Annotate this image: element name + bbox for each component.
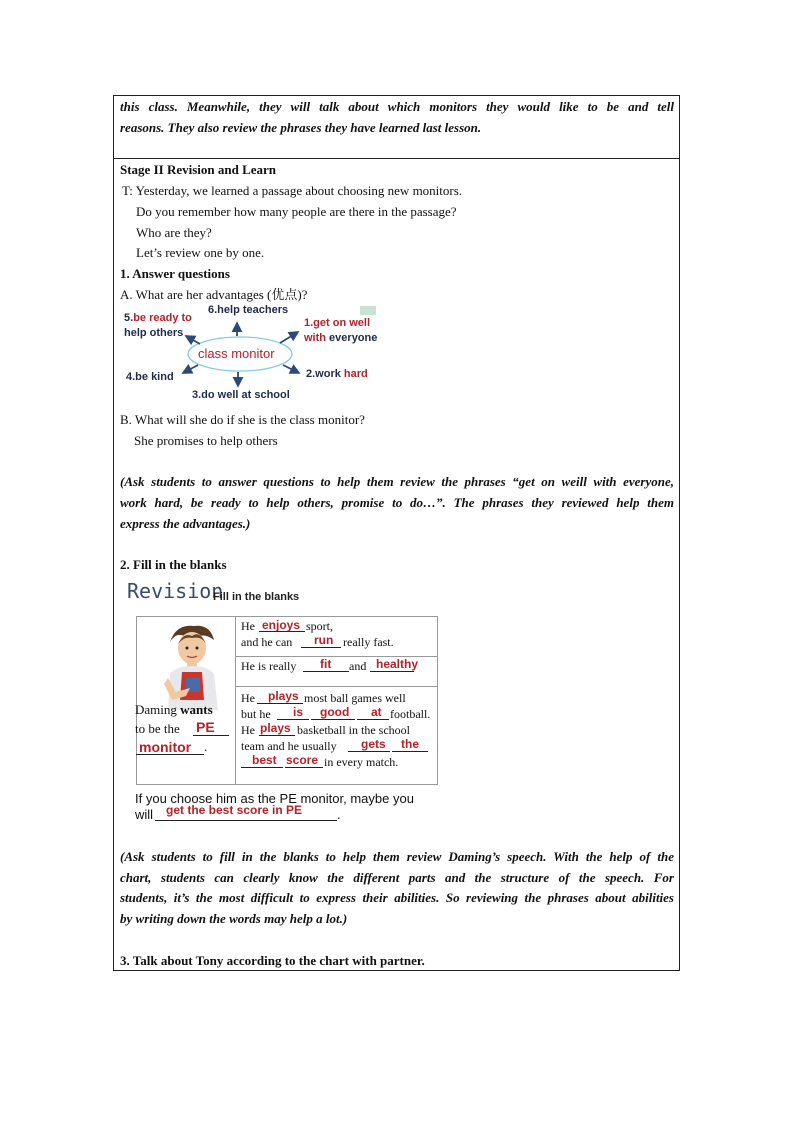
r3-but-he: but he <box>241 707 271 721</box>
intro-line-1: this class. Meanwhile, they will talk about which monitors they would like to be and tell <box>120 99 674 114</box>
answer-plays: plays <box>268 689 299 703</box>
q2-note-2: chart, students can clearly know the different parts and the structure of the speech. For <box>120 870 674 885</box>
q1-note-1: (Ask students to answer questions to help them review the phrases “get on weill with everyone, <box>120 474 674 489</box>
teacher-line-3: Who are they? <box>136 225 212 240</box>
blank-best <box>241 767 283 768</box>
r1-and-can: and he can <box>241 635 293 649</box>
q1-question-a: A. What are her advantages (优点)? <box>120 287 308 302</box>
intro-line-2: reasons. They also review the phrases they have learned last lesson. <box>120 120 482 135</box>
table-row-line-2 <box>235 686 438 687</box>
answer-score: score <box>286 753 319 767</box>
answer-gets: gets <box>361 737 386 751</box>
blank-run <box>301 647 341 648</box>
answer-pe: PE <box>196 719 215 735</box>
teacher-line-2: Do you remember how many people are there in the passage? <box>136 204 457 219</box>
answer-plays-2: plays <box>260 721 291 735</box>
diagram-center: class monitor <box>198 346 275 361</box>
r1-really-fast: really fast. <box>343 635 394 649</box>
q2-heading: 2. Fill in the blanks <box>120 557 227 572</box>
r3-he-2: He <box>241 723 255 737</box>
answer-run: run <box>314 633 334 647</box>
r3-most: most ball games well <box>304 691 406 705</box>
blank-gets <box>348 751 390 752</box>
revision-worksheet <box>120 578 450 828</box>
left-line-1: Daming wants <box>135 702 213 717</box>
r1-he: He <box>241 619 255 633</box>
bottom-line-2: will <box>135 807 154 822</box>
daming-illustration <box>156 622 226 710</box>
teacher-line-4: Let’s review one by one. <box>136 245 265 260</box>
q1-question-b: B. What will she do if she is the class monitor? <box>120 412 365 427</box>
diagram-node-6: 6.help teachers <box>208 304 289 316</box>
answer-the: the <box>401 737 419 751</box>
diagram-node-2: 2.work hard <box>306 368 368 380</box>
answer-healthy: healthy <box>376 657 419 671</box>
left-dot: . <box>204 739 208 754</box>
q1-heading: 1. Answer questions <box>120 266 230 281</box>
r3-basketball: basketball in the school <box>297 723 410 737</box>
answer-at: at <box>371 705 382 719</box>
stage-title: Stage II Revision and Learn <box>120 162 277 177</box>
diagram-node-5b: help others <box>124 327 184 339</box>
answer-best: best <box>252 753 277 767</box>
q2-note-4: by writing down the words may help a lot.) <box>120 911 348 926</box>
left-line-2: to be the <box>135 721 180 736</box>
q1-note-3: express the advantages.) <box>120 516 251 531</box>
q1-answer-b: She promises to help others <box>134 433 278 448</box>
r3-football: football. <box>390 707 431 721</box>
bottom-line-1: If you choose him as the PE monitor, maybe you <box>135 791 414 806</box>
answer-fit: fit <box>320 657 332 671</box>
r1-sport: sport, <box>306 619 333 633</box>
diagram-node-1b: with everyone <box>304 332 378 344</box>
r3-in-every-match: in every match. <box>324 755 399 769</box>
diagram-node-4: 4.be kind <box>126 371 174 383</box>
teacher-line-1: T: Yesterday, we learned a passage about choosing new monitors. <box>122 183 463 198</box>
table-divider <box>235 616 236 785</box>
blank-is <box>277 719 309 720</box>
blank-at <box>357 719 389 720</box>
r2-and: and <box>349 659 367 673</box>
diagram-node-5a: 5.be ready to <box>124 312 192 324</box>
answer-monitor: monitor <box>139 739 192 755</box>
answer-enjoys: enjoys <box>262 618 301 632</box>
answer-is: is <box>293 705 304 719</box>
answer-good: good <box>320 705 350 719</box>
blank-fit <box>303 671 349 672</box>
q1-note-2: work hard, be ready to help others, promise to do…”. The phrases they reviewed help them <box>120 495 674 510</box>
blank-healthy <box>370 671 414 672</box>
revision-title: Revision <box>127 579 224 603</box>
q2-note-3: students, it’s the most difficult to express their abilities. So reviewing the phrases about abilities <box>120 890 674 905</box>
blank-plays-2 <box>259 735 295 736</box>
answer-bottom: get the best score in PE <box>166 803 303 817</box>
r3-he: He <box>241 691 255 705</box>
q3-heading: 3. Talk about Tony according to the chart with partner. <box>120 953 425 968</box>
revision-subtitle: Fill in the blanks <box>213 591 300 603</box>
advantages-diagram <box>120 303 380 405</box>
diagram-node-1a: 1.get on well <box>304 317 371 329</box>
blank-score <box>285 767 323 768</box>
blank-the <box>392 751 428 752</box>
blank-plays <box>257 703 303 704</box>
blank-bottom <box>155 820 337 821</box>
diagram-node-3: 3.do well at school <box>192 389 290 401</box>
r2-he-is-really: He is really <box>241 659 297 673</box>
blank-good <box>311 719 355 720</box>
blank-pe <box>193 735 229 736</box>
bottom-period: . <box>337 807 341 822</box>
r3-team: team and he usually <box>241 739 337 753</box>
q2-note-1: (Ask students to fill in the blanks to help them review Daming’s speech. With the help of the <box>120 849 674 864</box>
